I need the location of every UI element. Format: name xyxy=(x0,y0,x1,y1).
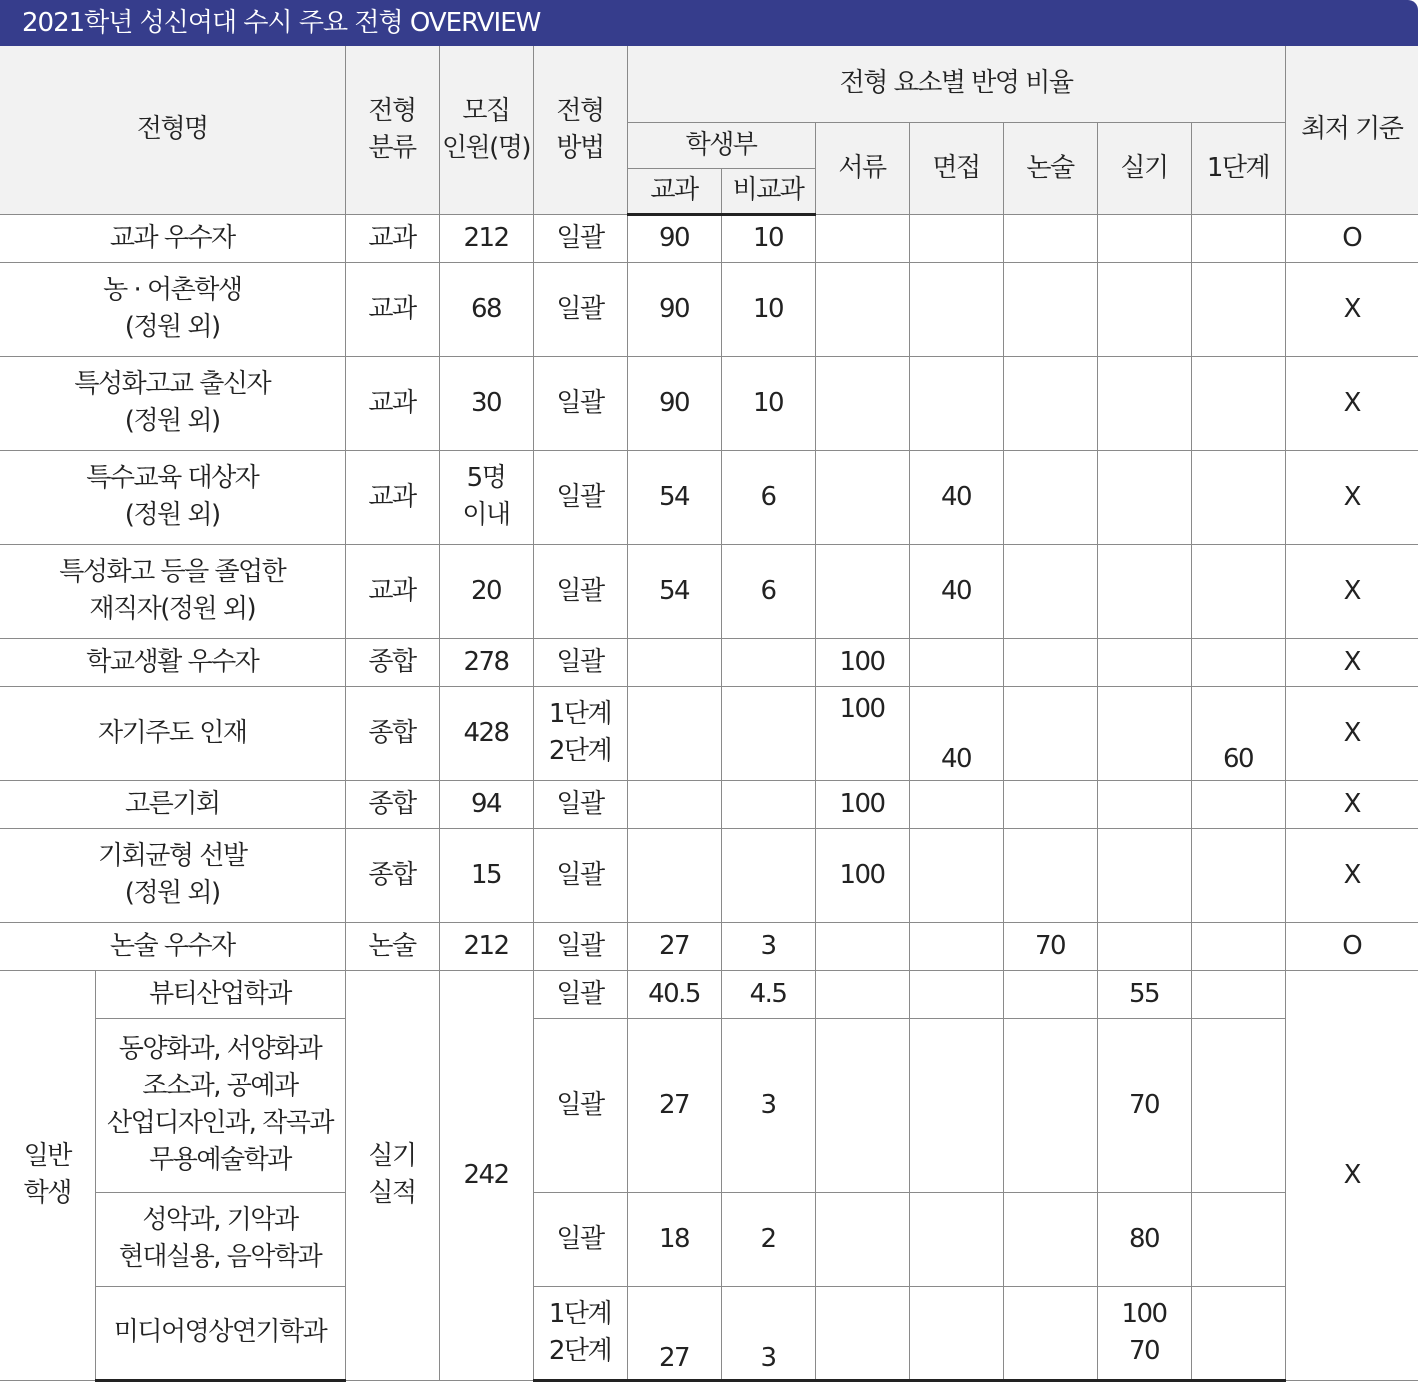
header-method: 전형 방법 xyxy=(533,46,627,214)
row-method: 일괄 xyxy=(533,780,627,828)
row-subject: 90 xyxy=(627,356,721,450)
row-interview xyxy=(909,1286,1003,1380)
row-subject: 27 xyxy=(627,922,721,970)
row-capacity: 278 xyxy=(439,638,533,686)
row-documents xyxy=(815,214,909,262)
header-practical: 실기 xyxy=(1097,122,1191,214)
table-header xyxy=(0,46,1418,214)
row-category: 논술 xyxy=(345,922,439,970)
row-essay xyxy=(1003,1018,1097,1192)
header-capacity: 모집 인원(명) xyxy=(439,46,533,214)
row-essay xyxy=(1003,450,1097,544)
row-nonsubject: 6 xyxy=(721,544,815,638)
row-practical xyxy=(1097,638,1191,686)
row-name: 기회균형 선발 (정원 외) xyxy=(0,828,345,922)
row-name: 동양화과, 서양화과 조소과, 공예과 산업디자인과, 작곡과 무용예술학과 xyxy=(95,1018,345,1192)
row-essay xyxy=(1003,828,1097,922)
row-category: 종합 xyxy=(345,780,439,828)
page-title: 2021학년 성신여대 수시 주요 전형 OVERVIEW xyxy=(22,8,541,38)
table-row xyxy=(0,1018,1418,1192)
header-nonsubject: 비교과 xyxy=(721,168,815,214)
table-body xyxy=(0,214,1418,1380)
header-record: 학생부 xyxy=(627,122,815,168)
row-stage1 xyxy=(1191,638,1285,686)
table-row xyxy=(0,922,1418,970)
row-subject xyxy=(627,780,721,828)
row-method: 1단계 2단계 xyxy=(533,686,627,780)
table-row xyxy=(0,828,1418,922)
row-name: 성악과, 기악과 현대실용, 음악학과 xyxy=(95,1192,345,1286)
row-category: 종합 xyxy=(345,828,439,922)
row-name: 특성화고 등을 졸업한 재직자(정원 외) xyxy=(0,544,345,638)
row-documents xyxy=(815,970,909,1018)
row-interview xyxy=(909,828,1003,922)
row-interview xyxy=(909,262,1003,356)
row-method: 일괄 xyxy=(533,450,627,544)
row-stage1 xyxy=(1191,450,1285,544)
row-interview xyxy=(909,970,1003,1018)
row-essay xyxy=(1003,1286,1097,1380)
row-interview xyxy=(909,638,1003,686)
title-bar xyxy=(0,0,1418,46)
row-name: 특성화고교 출신자 (정원 외) xyxy=(0,356,345,450)
row-minimum: X xyxy=(1285,828,1418,922)
row-capacity: 68 xyxy=(439,262,533,356)
row-subject: 27 xyxy=(627,1018,721,1192)
row-documents xyxy=(815,356,909,450)
row-category: 교과 xyxy=(345,356,439,450)
row-stage1 xyxy=(1191,1286,1285,1380)
table-row xyxy=(0,544,1418,638)
row-stage1 xyxy=(1191,214,1285,262)
row-nonsubject: 4.5 xyxy=(721,970,815,1018)
group-category: 실기 실적 xyxy=(345,970,439,1380)
row-practical xyxy=(1097,214,1191,262)
table-row xyxy=(0,214,1418,262)
row-minimum: X xyxy=(1285,544,1418,638)
row-subject xyxy=(627,828,721,922)
row-subject: 27 xyxy=(627,1286,721,1380)
row-category: 교과 xyxy=(345,262,439,356)
row-essay xyxy=(1003,970,1097,1018)
row-nonsubject: 10 xyxy=(721,262,815,356)
row-nonsubject xyxy=(721,686,815,780)
row-interview xyxy=(909,780,1003,828)
row-practical xyxy=(1097,686,1191,780)
row-essay xyxy=(1003,214,1097,262)
row-name: 특수교육 대상자 (정원 외) xyxy=(0,450,345,544)
row-minimum: X xyxy=(1285,780,1418,828)
row-method: 일괄 xyxy=(533,262,627,356)
row-capacity: 428 xyxy=(439,686,533,780)
row-practical xyxy=(1097,922,1191,970)
row-capacity: 212 xyxy=(439,214,533,262)
row-stage1 xyxy=(1191,922,1285,970)
row-documents: 100 xyxy=(815,828,909,922)
row-stage1 xyxy=(1191,262,1285,356)
row-subject: 90 xyxy=(627,262,721,356)
row-essay xyxy=(1003,638,1097,686)
row-practical: 70 xyxy=(1097,1018,1191,1192)
row-category: 교과 xyxy=(345,450,439,544)
header-category: 전형 분류 xyxy=(345,46,439,214)
header-subject: 교과 xyxy=(627,168,721,214)
row-stage1 xyxy=(1191,970,1285,1018)
row-practical: 55 xyxy=(1097,970,1191,1018)
row-nonsubject xyxy=(721,780,815,828)
row-essay xyxy=(1003,1192,1097,1286)
row-stage1 xyxy=(1191,828,1285,922)
row-essay xyxy=(1003,356,1097,450)
row-practical xyxy=(1097,262,1191,356)
row-method: 일괄 xyxy=(533,544,627,638)
row-stage1 xyxy=(1191,544,1285,638)
row-method: 1단계 2단계 xyxy=(533,1286,627,1380)
row-documents: 100 xyxy=(815,780,909,828)
table-row xyxy=(0,356,1418,450)
row-stage1: 60 xyxy=(1191,686,1285,780)
row-nonsubject: 3 xyxy=(721,1018,815,1192)
header-documents: 서류 xyxy=(815,122,909,214)
row-documents xyxy=(815,544,909,638)
row-name: 뷰티산업학과 xyxy=(95,970,345,1018)
table-row xyxy=(0,262,1418,356)
row-minimum: O xyxy=(1285,922,1418,970)
row-method: 일괄 xyxy=(533,922,627,970)
row-documents xyxy=(815,262,909,356)
row-method: 일괄 xyxy=(533,970,627,1018)
row-essay xyxy=(1003,544,1097,638)
table-row xyxy=(0,780,1418,828)
row-nonsubject xyxy=(721,638,815,686)
row-subject xyxy=(627,638,721,686)
row-interview xyxy=(909,356,1003,450)
row-stage1 xyxy=(1191,1018,1285,1192)
row-name: 미디어영상연기학과 xyxy=(95,1286,345,1380)
row-interview: 40 xyxy=(909,544,1003,638)
row-subject xyxy=(627,686,721,780)
row-documents xyxy=(815,922,909,970)
row-capacity: 20 xyxy=(439,544,533,638)
row-nonsubject: 10 xyxy=(721,214,815,262)
table-row xyxy=(0,686,1418,780)
row-practical: 80 xyxy=(1097,1192,1191,1286)
table-row xyxy=(0,450,1418,544)
row-nonsubject: 10 xyxy=(721,356,815,450)
row-essay xyxy=(1003,686,1097,780)
row-name: 농 · 어촌학생 (정원 외) xyxy=(0,262,345,356)
row-minimum: X xyxy=(1285,638,1418,686)
row-interview xyxy=(909,1192,1003,1286)
row-name: 논술 우수자 xyxy=(0,922,345,970)
header-stage1: 1단계 xyxy=(1191,122,1285,214)
row-subject: 18 xyxy=(627,1192,721,1286)
row-nonsubject: 3 xyxy=(721,922,815,970)
row-nonsubject: 3 xyxy=(721,1286,815,1380)
row-category: 교과 xyxy=(345,544,439,638)
row-documents xyxy=(815,1286,909,1380)
row-method: 일괄 xyxy=(533,828,627,922)
row-documents xyxy=(815,1192,909,1286)
row-minimum: X xyxy=(1285,686,1418,780)
overview-table xyxy=(0,46,1418,1382)
row-subject: 54 xyxy=(627,544,721,638)
row-practical: 100 70 xyxy=(1097,1286,1191,1380)
table-row xyxy=(0,970,1418,1018)
row-subject: 40.5 xyxy=(627,970,721,1018)
row-method: 일괄 xyxy=(533,638,627,686)
row-nonsubject: 6 xyxy=(721,450,815,544)
row-interview: 40 xyxy=(909,686,1003,780)
row-interview xyxy=(909,214,1003,262)
row-interview xyxy=(909,1018,1003,1192)
row-category: 종합 xyxy=(345,638,439,686)
row-documents: 100 xyxy=(815,686,909,780)
row-essay: 70 xyxy=(1003,922,1097,970)
row-method: 일괄 xyxy=(533,1192,627,1286)
row-practical xyxy=(1097,544,1191,638)
row-capacity: 30 xyxy=(439,356,533,450)
row-essay xyxy=(1003,780,1097,828)
row-capacity: 5명 이내 xyxy=(439,450,533,544)
row-stage1 xyxy=(1191,1192,1285,1286)
row-minimum: X xyxy=(1285,356,1418,450)
header-essay: 논술 xyxy=(1003,122,1097,214)
group-capacity: 242 xyxy=(439,970,533,1380)
row-interview: 40 xyxy=(909,450,1003,544)
row-minimum: X xyxy=(1285,262,1418,356)
group-label: 일반 학생 xyxy=(0,970,95,1380)
row-documents xyxy=(815,450,909,544)
row-minimum: X xyxy=(1285,450,1418,544)
row-nonsubject: 2 xyxy=(721,1192,815,1286)
row-essay xyxy=(1003,262,1097,356)
row-capacity: 15 xyxy=(439,828,533,922)
row-capacity: 212 xyxy=(439,922,533,970)
row-stage1 xyxy=(1191,780,1285,828)
row-capacity: 94 xyxy=(439,780,533,828)
row-documents xyxy=(815,1018,909,1192)
header-ratio-group: 전형 요소별 반영 비율 xyxy=(627,46,1285,122)
table-row xyxy=(0,638,1418,686)
group-minimum: X xyxy=(1285,970,1418,1380)
row-method: 일괄 xyxy=(533,214,627,262)
row-subject: 90 xyxy=(627,214,721,262)
table-row xyxy=(0,1192,1418,1286)
row-stage1 xyxy=(1191,356,1285,450)
row-practical xyxy=(1097,450,1191,544)
header-name: 전형명 xyxy=(0,46,345,214)
header-interview: 면접 xyxy=(909,122,1003,214)
row-documents: 100 xyxy=(815,638,909,686)
row-name: 교과 우수자 xyxy=(0,214,345,262)
row-practical xyxy=(1097,356,1191,450)
row-method: 일괄 xyxy=(533,1018,627,1192)
row-category: 종합 xyxy=(345,686,439,780)
row-method: 일괄 xyxy=(533,356,627,450)
row-practical xyxy=(1097,780,1191,828)
row-subject: 54 xyxy=(627,450,721,544)
row-name: 자기주도 인재 xyxy=(0,686,345,780)
row-interview xyxy=(909,922,1003,970)
row-name: 학교생활 우수자 xyxy=(0,638,345,686)
table-row xyxy=(0,1286,1418,1380)
row-practical xyxy=(1097,828,1191,922)
row-category: 교과 xyxy=(345,214,439,262)
row-minimum: O xyxy=(1285,214,1418,262)
row-name: 고른기회 xyxy=(0,780,345,828)
row-nonsubject xyxy=(721,828,815,922)
header-minimum: 최저 기준 xyxy=(1285,46,1418,214)
